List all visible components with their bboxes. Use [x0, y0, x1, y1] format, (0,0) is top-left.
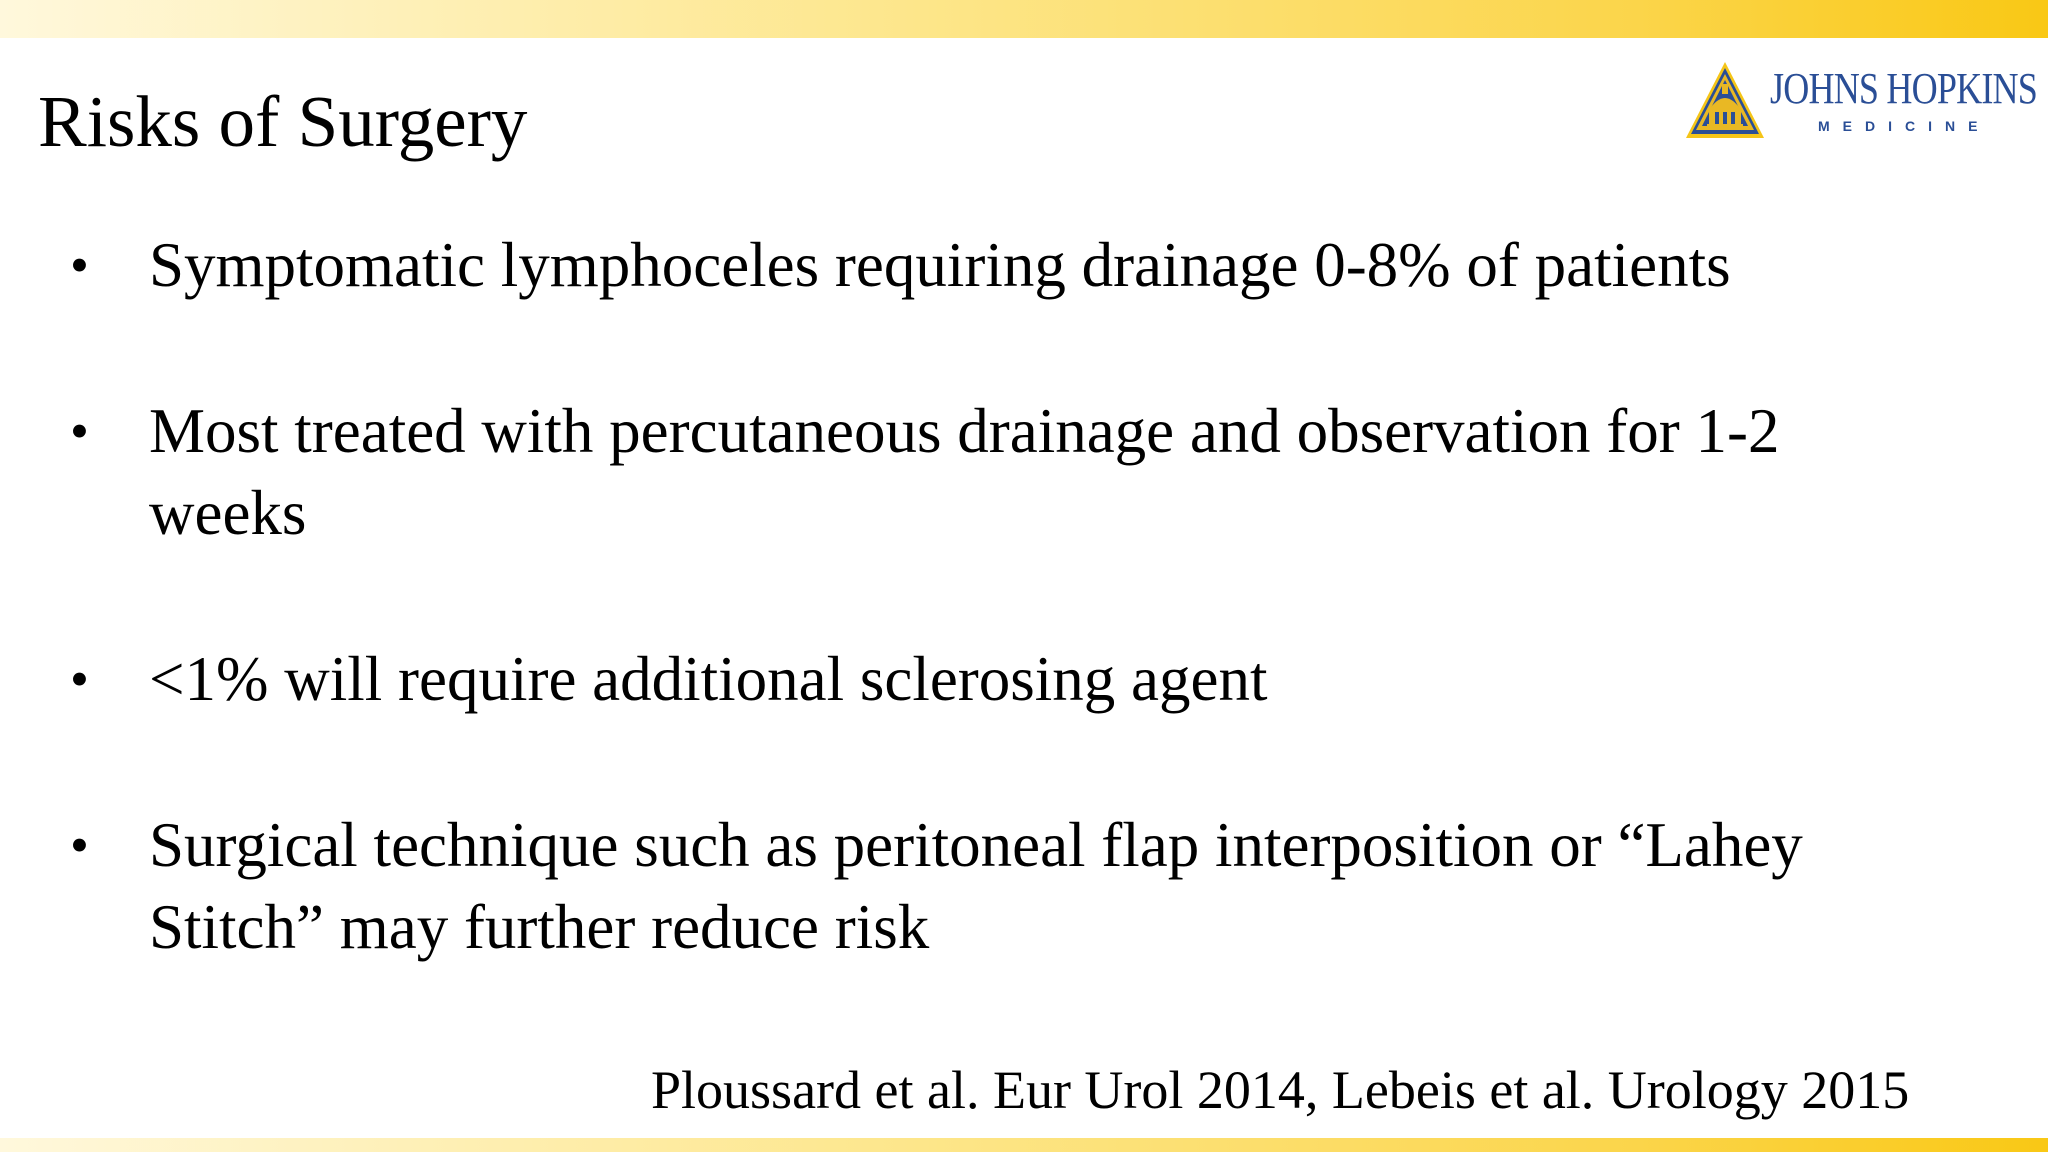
logo-name: JOHNS HOPKINS	[1770, 64, 2038, 113]
bullet-marker: •	[70, 401, 89, 461]
bullet-marker: •	[70, 649, 89, 709]
bullet-text: <1% will require additional sclerosing agent	[149, 644, 1268, 714]
bullet-text: Symptomatic lymphoceles requiring drainage 0-8% of patients	[149, 230, 1731, 300]
logo-subtitle: MEDICINE	[1818, 118, 1991, 134]
citation: Ploussard et al. Eur Urol 2014, Lebeis et al. Urology 2015	[651, 1060, 1910, 1120]
bullet-marker: •	[70, 815, 89, 875]
bottom-accent-bar	[0, 1138, 2048, 1152]
bullet-text: Most treated with percutaneous drainage and observation for 1-2 weeks	[149, 396, 1780, 548]
bullet-text: Surgical technique such as peritoneal flap interposition or “Lahey Stitch” may further reduce risk	[149, 810, 1803, 962]
bullet-marker: •	[70, 235, 89, 295]
slide-title: Risks of Surgery	[38, 81, 528, 162]
